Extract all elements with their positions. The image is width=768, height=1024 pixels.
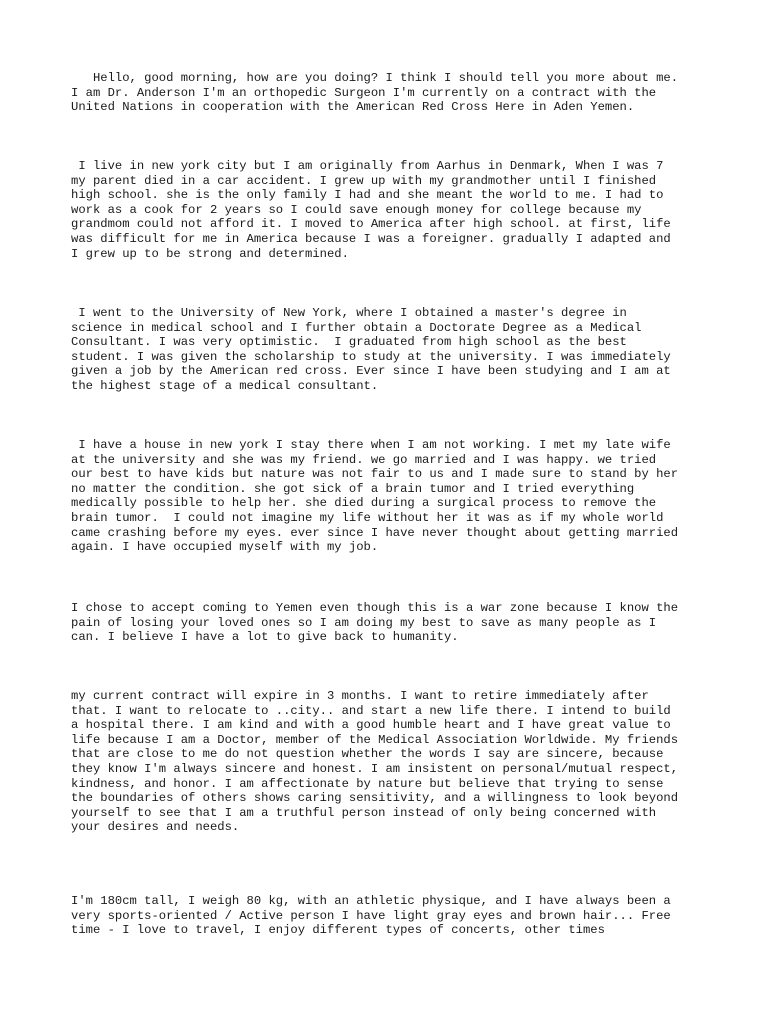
paragraph-yemen: I chose to accept coming to Yemen even though this is a war zone because I know the pain of losing your loved ones so I am doing my best to save as many people as I can. I believe I have a lot to give back to humanity. [71, 601, 679, 645]
paragraph-education: I went to the University of New York, where I obtained a master's degree in science in medical school and I further obtain a Doctorate Degree as a Medical Consultant. I was very optimistic. I graduated from high school as the best student. I was given the scholarship to study at the university. I was immediately given a job by the American red cross. Ever since I have been studying and I am at the highest stage of a medical consultant. [71, 306, 671, 393]
paragraph-future-plans: my current contract will expire in 3 months. I want to retire immediately after that. I want to relocate to ..city.. and start a new life there. I intend to build a hospital there. I am kind and with a good humble heart and I have great value to life because I am a Doctor, member of the Medical Association Worldwide. My friends that are close to me do not question whether the words I say are sincere, because they know I'm always sincere and honest. I am insistent on personal/mutual respect, kindness, and honor. I am affectionate by nature but believe that trying to sense the boundaries of others shows caring sensitivity, and a willingness to look beyond yourself to see that I am a truthful person instead of only being concerned with your desires and needs. [71, 689, 679, 835]
paragraph-background: I live in new york city but I am originally from Aarhus in Denmark, When I was 7 my parent died in a car accident. I grew up with my grandmother until I finished high school. she is the only family I had and she meant the world to me. I had to work as a cook for 2 years so I could save enough money for college because my grandmom could not afford it. I moved to America after high school. at first, life was difficult for me in America because I was a foreigner. gradually I adapted and I grew up to be strong and determined. [71, 159, 671, 261]
paragraph-personal-life: I have a house in new york I stay there when I am not working. I met my late wife at the university and she was my friend. we go married and I was happy. we tried our best to have kids but nature was not fair to us and I made sure to stand by her no matter the condition. she got sick of a brain tumor and I tried everything medically possible to help her. she died during a surgical process to remove the brain tumor. I could not imagine my life without her it was as if my whole world came crashing before my eyes. ever since I have never thought about getting married again. I have occupied myself with my job. [71, 438, 679, 555]
paragraph-physical-description: I'm 180cm tall, I weigh 80 kg, with an athletic physique, and I have always been a very sports-oriented / Active person I have light gray eyes and brown hair... Free time - I love to travel, I enjoy different types of concerts, other times [71, 894, 671, 938]
paragraph-introduction: Hello, good morning, how are you doing? I think I should tell you more about me. I am Dr. Anderson I'm an orthopedic Surgeon I'm currently on a contract with the United Nations in cooperation with the American Red Cross Here in Aden Yemen. [71, 71, 679, 115]
